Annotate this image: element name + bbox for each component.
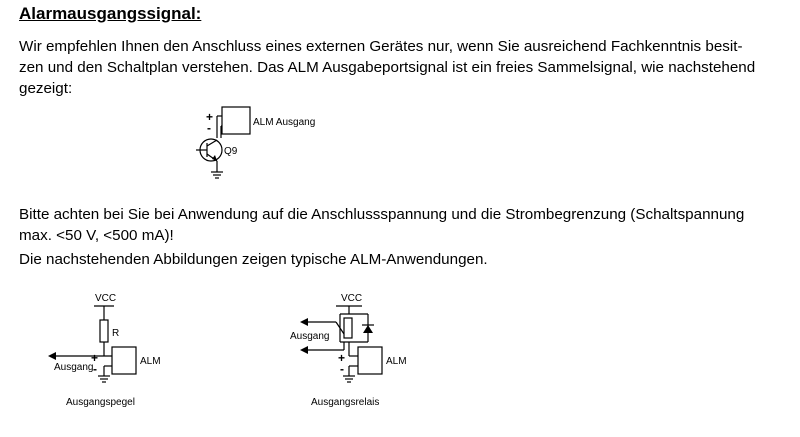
caption-output-relay: Ausgangsrelais: [311, 397, 380, 408]
caption-output-level: Ausgangspegel: [66, 397, 135, 408]
alm-box-relay: [358, 347, 382, 374]
plus-sign-relay: +: [338, 351, 346, 365]
alm-output-label: ALM Ausgang: [253, 117, 316, 128]
output-label-level: Ausgang: [54, 362, 94, 373]
vcc-label-level: VCC: [95, 293, 117, 304]
section-heading: Alarmausgangssignal:: [19, 4, 202, 23]
intro-line-1: Wir empfehlen Ihnen den Anschluss eines externen Gerätes nur, wenn Sie ausreichend Fachkenntnis besit-: [19, 38, 743, 55]
relay-coil-symbol: [344, 318, 352, 338]
transistor-label: Q9: [224, 146, 238, 157]
plus-sign: +: [206, 110, 214, 124]
output-label-relay: Ausgang: [290, 331, 330, 342]
vcc-label-relay: VCC: [341, 293, 363, 304]
diode-symbol: [363, 325, 373, 333]
intro-line-3: gezeigt:: [19, 80, 73, 97]
intro-line-2: zen und den Schaltplan verstehen. Das ALM Ausgabeportsignal ist ein freies Sammelsignal, wie nachstehend: [19, 59, 756, 76]
warning-line-2: max. <50 V, <500 mA)!: [19, 227, 174, 244]
examples-intro: Die nachstehenden Abbildungen zeigen typische ALM-Anwendungen.: [19, 251, 488, 268]
alm-label-relay: ALM: [386, 356, 407, 367]
alm-label-level: ALM: [140, 356, 161, 367]
plus-sign-level: +: [91, 351, 99, 365]
minus-sign-level: -: [93, 362, 97, 376]
warning-line-1: Bitte achten bei Sie bei Anwendung auf die Anschlussspannung und die Strombegrenzung (Schaltspannung: [19, 206, 745, 223]
minus-sign: -: [207, 121, 211, 135]
minus-sign-relay: -: [340, 362, 344, 376]
resistor-label: R: [112, 328, 120, 339]
